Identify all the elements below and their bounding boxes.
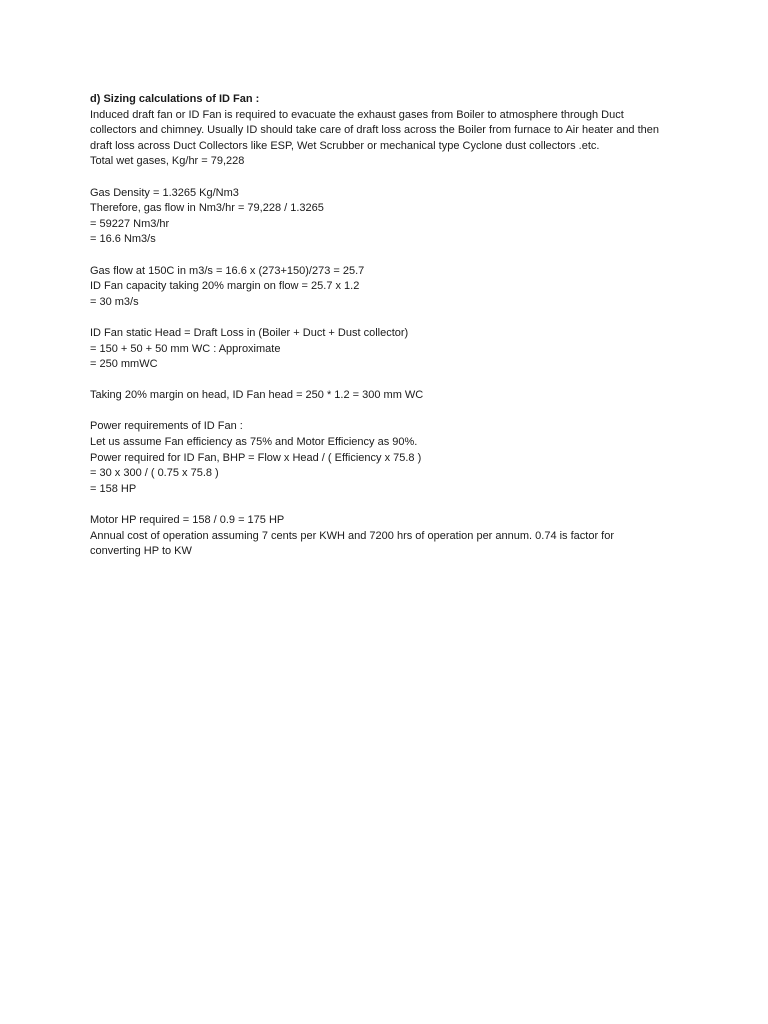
motor-paragraph [90,513,690,560]
static-head-line: ID Fan static Head = Draft Loss in (Boiler + Duct + Dust collector) [90,326,409,339]
power-line: Power requirements of ID Fan : [90,420,243,433]
motor-line: converting HP to KW [90,545,192,558]
intro-paragraph [90,108,690,170]
static-head-paragraph [90,326,690,373]
power-line: = 158 HP [90,482,137,495]
paragraph-gap [90,497,690,513]
paragraph-gap [90,404,690,420]
capacity-line: ID Fan capacity taking 20% margin on flow = 25.7 x 1.2 [90,280,360,293]
motor-line: Annual cost of operation assuming 7 cents per KWH and 7200 hrs of operation per annum. 0.74 is factor for [90,529,615,542]
power-paragraph [90,419,690,497]
static-head-line: = 250 mmWC [90,358,158,371]
head-margin-paragraph [90,388,690,404]
intro-line: collectors and chimney. Usually ID should take care of draft loss across the Boiler from furnace to Air heater and then [90,124,660,137]
motor-line: Motor HP required = 158 / 0.9 = 175 HP [90,514,285,527]
paragraph-gap [90,373,690,389]
capacity-line: Gas flow at 150C in m3/s = 16.6 x (273+150)/273 = 25.7 [90,264,365,277]
gas-flow-line: = 16.6 Nm3/s [90,233,156,246]
static-head-line: = 150 + 50 + 50 mm WC : Approximate [90,342,281,355]
power-line: = 30 x 300 / ( 0.75 x 75.8 ) [90,467,219,480]
intro-line: draft loss across Duct Collectors like ESP, Wet Scrubber or mechanical type Cyclone dust collectors .etc. [90,139,600,152]
document-page [90,92,690,560]
paragraph-gap [90,310,690,326]
power-line: Power required for ID Fan, BHP = Flow x Head / ( Efficiency x 75.8 ) [90,451,422,464]
gas-flow-paragraph [90,186,690,248]
intro-line: Total wet gases, Kg/hr = 79,228 [90,155,245,168]
gas-flow-line: Therefore, gas flow in Nm3/hr = 79,228 / 1.3265 [90,202,324,215]
capacity-paragraph [90,264,690,311]
gas-flow-line: = 59227 Nm3/hr [90,217,170,230]
capacity-line: = 30 m3/s [90,295,139,308]
paragraph-gap [90,248,690,264]
power-line: Let us assume Fan efficiency as 75% and Motor Efficiency as 90%. [90,436,418,449]
paragraph-gap [90,170,690,186]
section-heading: d) Sizing calculations of ID Fan : [90,93,260,105]
gas-flow-line: Gas Density = 1.3265 Kg/Nm3 [90,186,239,199]
head-margin-line: Taking 20% margin on head, ID Fan head = 250 * 1.2 = 300 mm WC [90,389,424,402]
intro-line: Induced draft fan or ID Fan is required to evacuate the exhaust gases from Boiler to atmosphere through Duct [90,108,624,121]
